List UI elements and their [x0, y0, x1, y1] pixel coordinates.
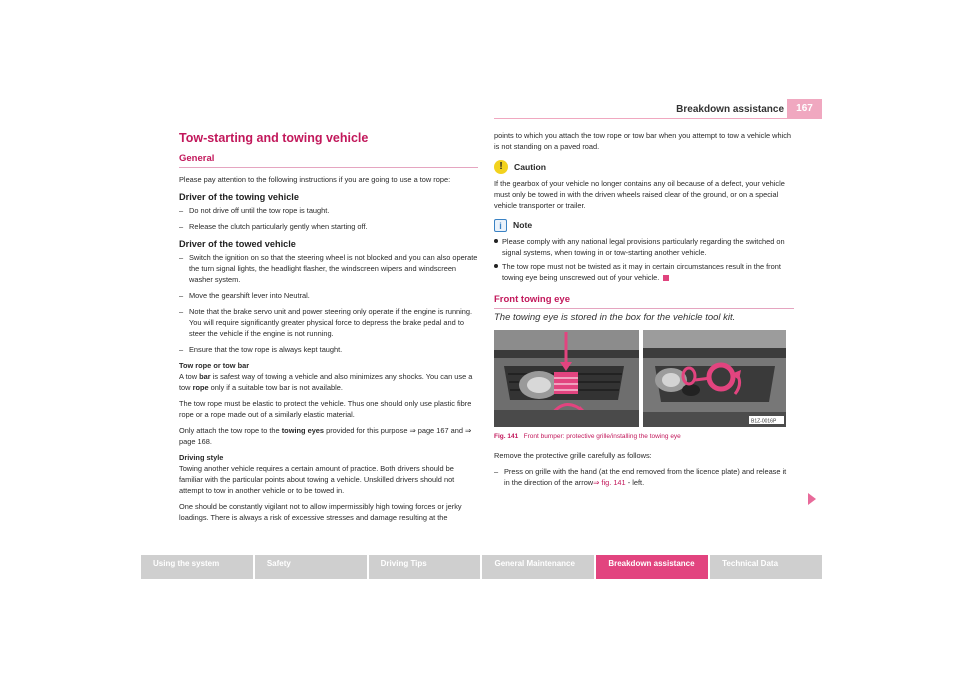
chapter-tabs [141, 555, 822, 579]
figure-reference-link[interactable]: ⇒ fig. 141 [593, 478, 626, 487]
page-number: 167 [787, 99, 822, 118]
continued-paragraph: points to which you attach the tow rope or tow bar when you attempt to tow a vehicle which is not standing on a paved road. [494, 131, 792, 151]
grille-removal-photo [494, 330, 639, 427]
tow-rope-paragraph-1: A tow bar is safest way of towing a vehicle and also minimizes any shocks. You can use a tow rope only if a suitable tow bar is not available. [179, 372, 473, 392]
figure-code: B1Z-0016P [751, 418, 777, 425]
note-item: The tow rope must not be twisted as it may in certain circumstances result in the front towing eye being unscrewed out of your vehicle. [494, 261, 794, 283]
tab-breakdown-assistance[interactable]: Breakdown assistance [596, 555, 708, 579]
subsection-front-towing-eye: Front towing eye [494, 293, 794, 309]
general-intro: Please pay attention to the following instructions if you are going to use a tow rope: [179, 175, 451, 184]
header-rule [494, 118, 822, 119]
list-item: – Press on grille with the hand (at the end removed from the licence plate) and release it in the direction of the arrow⇒ fig. 141 - left. [494, 466, 794, 488]
subsection-general: General [179, 152, 478, 168]
tab-driving-tips[interactable]: Driving Tips [369, 555, 481, 579]
list-item: – Switch the ignition on so that the steering wheel is not blocked and you can also operate the turn signal lights, the headlight flasher, the windscreen wipers and windscreen washer system. [179, 252, 478, 285]
right-column [494, 130, 794, 493]
tow-rope-paragraph-2: The tow rope must be elastic to protect the vehicle. Thus one should only use plastic fibre rope or a rope made out of a similarly elastic material. [179, 399, 472, 419]
caution-text: If the gearbox of your vehicle no longer contains any oil because of a defect, your vehicle must only be towed in with the driven wheels raised clear of the ground, or on a special vehicle transporter or trailer. [494, 179, 785, 210]
remove-lead: Remove the protective grille carefully as follows: [494, 451, 652, 460]
tow-rope-paragraph-3: Only attach the tow rope to the towing eyes provided for this purpose ⇒ page 167 and ⇒ page 168. [179, 426, 472, 446]
towing-eye-install-photo [643, 330, 786, 427]
note-item: Please comply with any national legal provisions particularly regarding the switched on signal systems, when towing in or tow-starting another vehicle. [494, 236, 794, 258]
arrow-right-icon[interactable] [808, 493, 816, 505]
tab-general-maintenance[interactable]: General Maintenance [482, 555, 594, 579]
caution-heading: ! Caution [494, 160, 794, 174]
note-heading: i Note [494, 219, 794, 232]
tab-safety[interactable]: Safety [255, 555, 367, 579]
list-item: – Do not drive off until the tow rope is taught. [179, 205, 478, 216]
section-title: Tow-starting and towing vehicle [179, 131, 369, 145]
driving-style-paragraph-1: Towing another vehicle requires a certain amount of practice. Both drivers should be familiar with the particular points about towing a vehicle. Unskilled drivers should not attempt to tow in another vehicle or to be towed in. [179, 464, 455, 495]
list-item: – Release the clutch particularly gently when starting off. [179, 221, 478, 232]
warning-icon [494, 160, 508, 174]
list-item: – Note that the brake servo unit and power steering only operate if the engine is running. You will require significantly greater physical force to depress the brake pedal and to steer the vehicle if the engine is not running. [179, 306, 478, 339]
front-eye-intro: The towing eye is stored in the box for the vehicle tool kit. [494, 312, 736, 323]
end-of-section-icon [663, 275, 669, 281]
note-icon: i [494, 219, 507, 232]
driving-style-heading: Driving style [179, 453, 224, 462]
tab-using-the-system[interactable]: Using the system [141, 555, 253, 579]
towing-vehicle-heading: Driver of the towing vehicle [179, 192, 299, 202]
driving-style-paragraph-2: One should be constantly vigilant not to allow impermissibly high towing forces or jerky loadings. There is always a risk of excessive stresses and damage resulting at the [179, 502, 462, 522]
left-column [179, 130, 478, 528]
list-item: – Ensure that the tow rope is always kept taught. [179, 344, 478, 355]
list-item: – Move the gearshift lever into Neutral. [179, 290, 478, 301]
running-header-title: Breakdown assistance [676, 104, 784, 115]
tow-rope-heading: Tow rope or tow bar [179, 361, 250, 370]
towed-vehicle-heading: Driver of the towed vehicle [179, 239, 296, 249]
tab-technical-data[interactable]: Technical Data [710, 555, 822, 579]
figure-caption: Fig. 141 Front bumper: protective grille/installing the towing eye [494, 433, 681, 440]
figure-141 [494, 330, 786, 427]
